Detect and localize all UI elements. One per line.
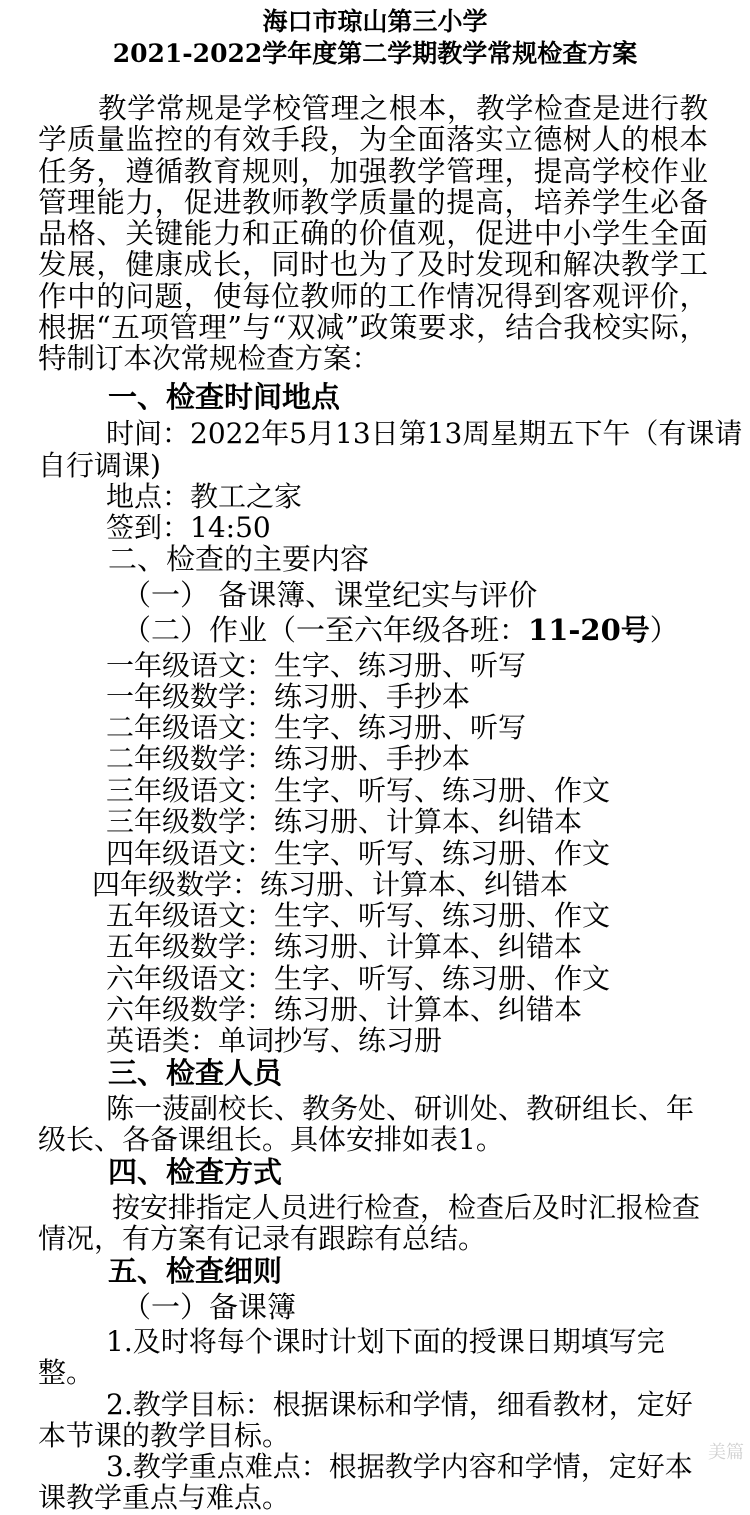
homework-item: 五年级语文：生字、听写、练习册、作文 (106, 899, 611, 932)
homework-item: 四年级语文：生字、听写、练习册、作文 (106, 837, 611, 870)
time-line-2: 自行调课) (38, 449, 161, 482)
time-line-1: 时间：2022年5月13日第13周星期五下午（有课请 (106, 417, 743, 450)
homework-item: 一年级数学：练习册、手抄本 (106, 680, 471, 713)
rule-3-line-1: 3.教学重点难点：根据教学内容和学情，定好本 (106, 1450, 693, 1483)
signin-line: 签到：14:50 (106, 511, 271, 544)
staff-line-1: 陈一菠副校长、教务处、研训处、教研组长、年 (106, 1092, 695, 1125)
content-sub-2-number: 11-20号 (528, 613, 650, 647)
rules-sub-1: （一）备课簿 (122, 1290, 297, 1324)
homework-item: 二年级语文：生字、练习册、听写 (106, 711, 527, 744)
section-heading-content: 二、检查的主要内容 (108, 542, 370, 576)
rule-2-line-1: 2.教学目标：根据课标和学情，细看教材，定好 (106, 1388, 693, 1421)
plan-title: 2021-2022学年度第二学期教学常规检查方案 (112, 39, 638, 68)
place-line: 地点：教工之家 (106, 480, 303, 513)
homework-item: 二年级数学：练习册、手抄本 (106, 742, 471, 775)
homework-item: 一年级语文：生字、练习册、听写 (106, 649, 527, 682)
homework-item: 三年级语文：生字、听写、练习册、作文 (106, 774, 611, 807)
homework-item: 四年级数学：练习册、计算本、纠错本 (92, 868, 569, 901)
rule-2-line-2: 本节课的教学目标。 (38, 1419, 291, 1452)
homework-item: 五年级数学：练习册、计算本、纠错本 (106, 930, 583, 963)
rule-3-line-2: 课教学重点与难点。 (38, 1481, 291, 1514)
staff-line-2: 级长、各备课组长。具体安排如表1。 (38, 1123, 504, 1156)
intro-paragraph: 教学常规是学校管理之根本，教学检查是进行教学质量监控的有效手段，为全面落实立德树人的根本任务，遵循教育规则，加强教学管理，提高学校作业管理能力，促进教师教学质量的提高，培养学生必备品格、关键能力和正确的价值观，促进中小学生全面发展，健康成长，同时也为了及时发现和解决教学工作中的问题，使每位教师的工作情况得到客观评价，根据“五项管理”与“双减”政策要求，结合我校实际，特制订本次常规检查方案： (38, 92, 708, 376)
content-sub-2 (122, 615, 679, 646)
homework-item: 六年级语文：生字、听写、练习册、作文 (106, 962, 611, 995)
homework-item: 英语类：单词抄写、练习册 (106, 1024, 443, 1057)
content-sub-2-suffix: ） (649, 613, 679, 647)
rule-1-line-2: 整。 (38, 1356, 95, 1389)
section-heading-method: 四、检查方式 (108, 1155, 283, 1189)
watermark-logo: 美篇 (708, 1442, 744, 1463)
method-line-1: 按安排指定人员进行检查，检查后及时汇报检查 (112, 1191, 701, 1224)
content-sub-1: （一） 备课簿、课堂纪实与评价 (122, 578, 538, 612)
section-heading-time-place: 一、检查时间地点 (108, 380, 341, 414)
rule-1-line-1: 1.及时将每个课时计划下面的授课日期填写完 (106, 1325, 665, 1358)
section-heading-rules: 五、检查细则 (108, 1254, 283, 1288)
school-title: 海口市琼山第三小学 (262, 7, 488, 36)
method-line-2: 情况，有方案有记录有跟踪有总结。 (38, 1222, 487, 1255)
homework-item: 六年级数学：练习册、计算本、纠错本 (106, 993, 583, 1026)
content-sub-2-prefix: （二）作业（一至六年级各班： (122, 613, 529, 647)
section-heading-staff: 三、检查人员 (108, 1056, 283, 1090)
homework-item: 三年级数学：练习册、计算本、纠错本 (106, 805, 583, 838)
